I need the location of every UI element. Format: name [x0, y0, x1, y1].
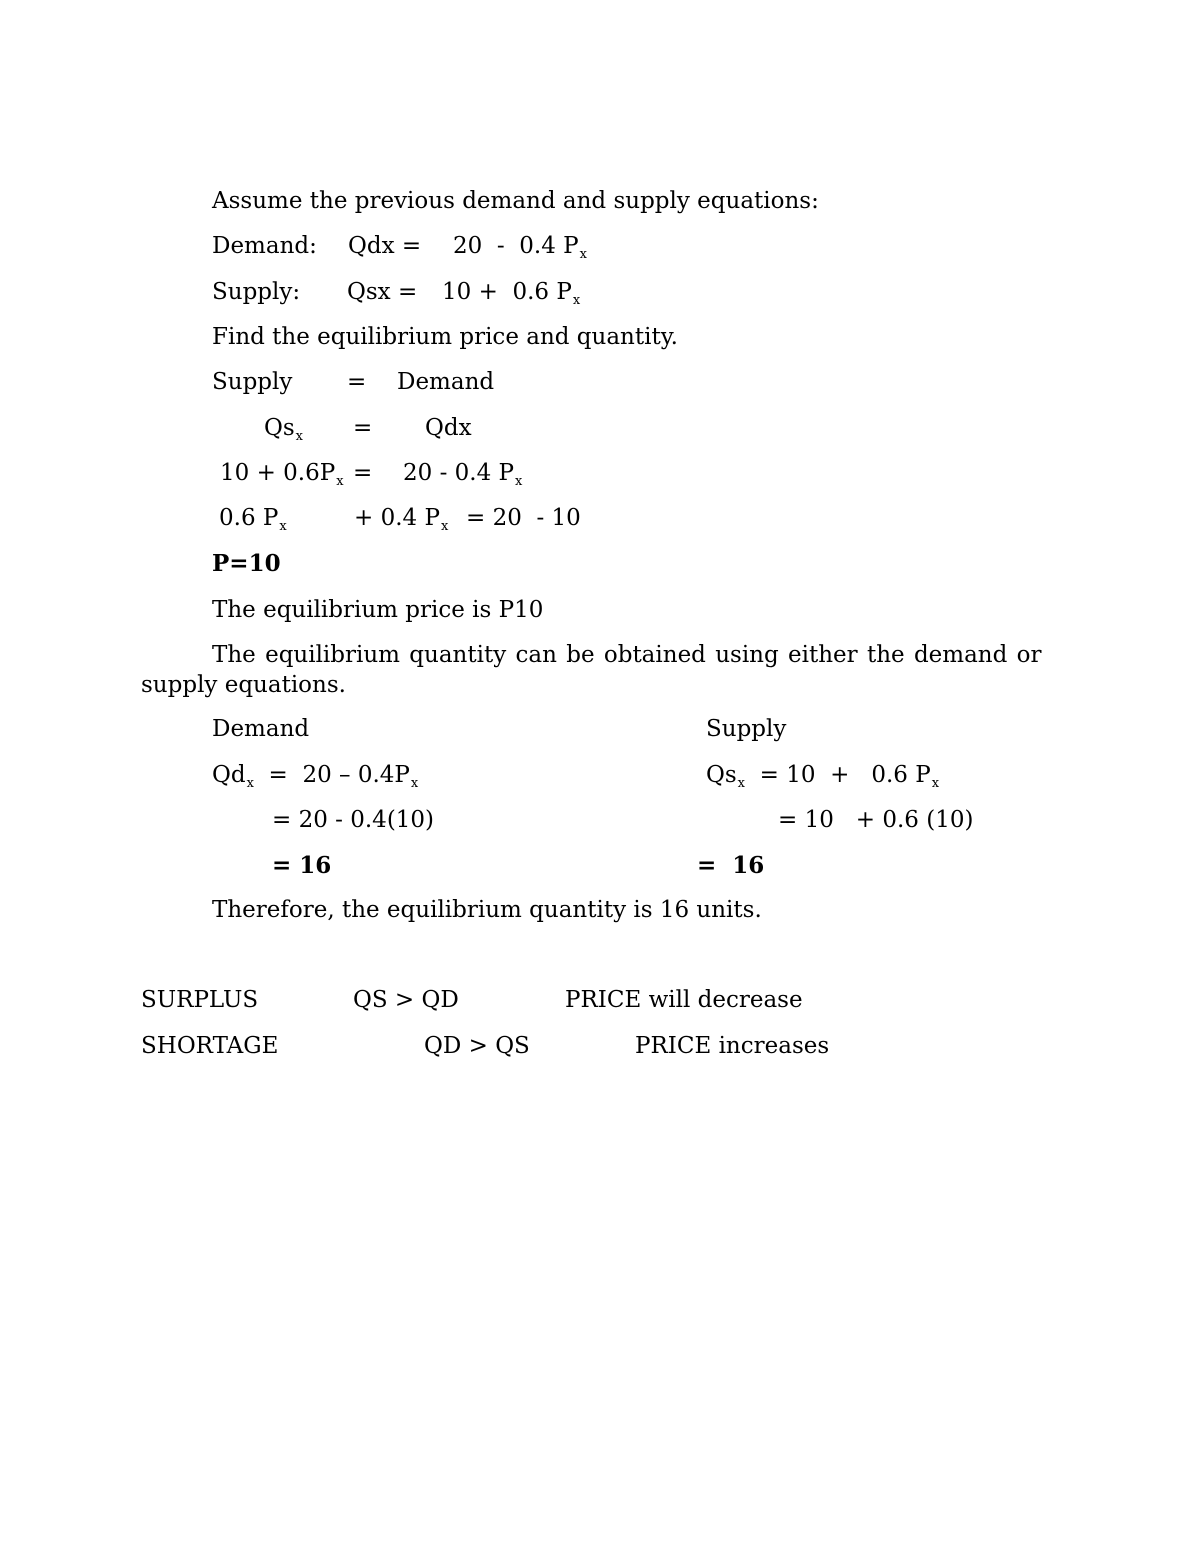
- price-statement: The equilibrium price is P10: [212, 597, 544, 623]
- solve-row4-mid: + 0.4 $P_x$: [354, 505, 449, 534]
- solve-row3-right: 20 - 0.4 $P_x$: [403, 460, 523, 489]
- demand-column-line3: = 16: [272, 852, 332, 879]
- demand-column-line1: $Qd_x = 20 - 0.4P_x$: [212, 762, 419, 791]
- solve-row2-left: $Qs_x$: [264, 415, 304, 444]
- solve-row2-right: Qdx: [425, 415, 472, 441]
- table-row-shortage-condition: QD > QS: [424, 1033, 530, 1059]
- demand-rhs: 20 - 0.4 $P_x$: [453, 233, 587, 262]
- table-row-surplus-term: SURPLUS: [141, 987, 259, 1013]
- intro-line: Assume the previous demand and supply equations:: [212, 188, 819, 214]
- supply-column-line3: = 16: [697, 852, 765, 879]
- supply-column-heading: Supply: [706, 716, 787, 742]
- solve-row4-left: 0.6 $P_x$: [219, 505, 287, 534]
- table-row-surplus-condition: QS > QD: [353, 987, 459, 1013]
- solve-result: P=10: [212, 550, 281, 577]
- table-row-shortage-term: SHORTAGE: [141, 1033, 279, 1059]
- supply-lhs: Qsx =: [347, 279, 418, 305]
- quantity-paragraph-line2: supply equations.: [141, 672, 346, 698]
- solve-row1-right: Demand: [397, 369, 495, 395]
- demand-label: Demand:: [212, 233, 317, 259]
- solve-row3-left: $10 + 0.6P_x$: [220, 460, 344, 489]
- supply-column-line1: $Qs_x = 10 + 0.6$ $P_x$: [706, 762, 940, 791]
- conclusion-line: Therefore, the equilibrium quantity is 16 units.: [212, 897, 762, 923]
- quantity-paragraph-line1: The equilibrium quantity can be obtained using either the demand or: [212, 642, 1042, 668]
- supply-column-line2: = 10 + 0.6 (10): [778, 807, 974, 833]
- solve-row3-eq: =: [353, 460, 373, 486]
- supply-label: Supply:: [212, 279, 301, 305]
- demand-column-line2: = 20 - 0.4(10): [272, 807, 435, 833]
- supply-rhs: 10 + 0.6 $P_x$: [442, 279, 581, 308]
- table-row-surplus-effect: PRICE will decrease: [565, 987, 803, 1013]
- demand-lhs: Qdx =: [348, 233, 422, 259]
- task-line: Find the equilibrium price and quantity.: [212, 324, 678, 350]
- table-row-shortage-effect: PRICE increases: [635, 1033, 830, 1059]
- solve-row4-right: = 20 - 10: [466, 505, 581, 531]
- solve-row2-eq: =: [353, 415, 373, 441]
- demand-column-heading: Demand: [212, 716, 310, 742]
- solve-row1-eq: =: [347, 369, 367, 395]
- solve-row1-left: Supply: [212, 369, 293, 395]
